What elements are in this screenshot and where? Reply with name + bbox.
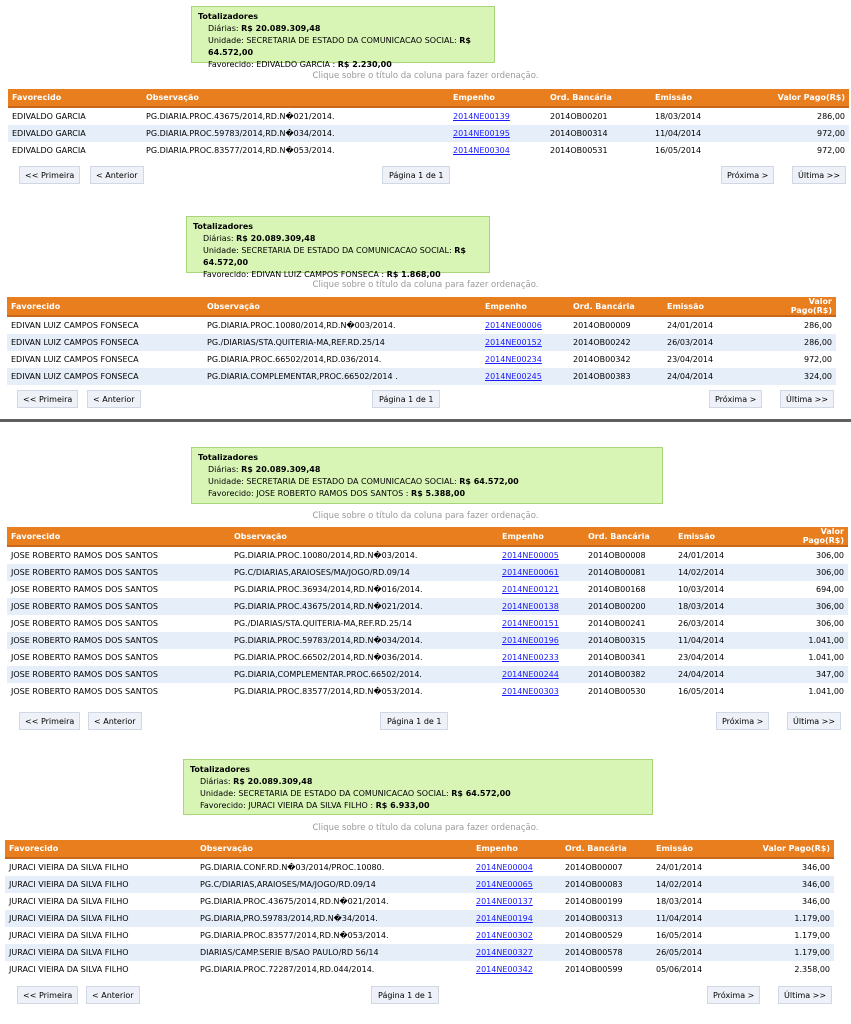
column-header-observacao[interactable]: Observação xyxy=(196,840,472,858)
cell-emissao: 11/04/2014 xyxy=(652,910,755,927)
first-page-button[interactable]: << Primeira xyxy=(17,390,78,408)
cell-ord-bancaria: 2014OB00009 xyxy=(569,316,663,334)
empenho-link[interactable]: 2014NE00327 xyxy=(476,948,533,957)
cell-valor-pago: 1.179,00 xyxy=(755,910,834,927)
cell-observacao: DIARIAS/CAMP.SERIE B/SAO PAULO/RD 56/14 xyxy=(196,944,472,961)
column-header-ord-bancaria[interactable]: Ord. Bancária xyxy=(584,527,674,546)
diarias-value: R$ 20.089.309,48 xyxy=(241,465,321,474)
first-page-button[interactable]: << Primeira xyxy=(19,712,80,730)
cell-favorecido: JOSE ROBERTO RAMOS DOS SANTOS xyxy=(7,546,230,564)
table-header-row xyxy=(7,527,848,546)
cell-emissao: 16/05/2014 xyxy=(674,683,774,700)
cell-empenho xyxy=(472,858,561,876)
cell-empenho xyxy=(481,316,569,334)
cell-ord-bancaria: 2014OB00314 xyxy=(546,125,651,142)
cell-observacao: PG.C/DIARIAS,ARAIOSES/MA/JOGO/RD.09/14 xyxy=(196,876,472,893)
column-header-observacao[interactable]: Observação xyxy=(142,89,449,107)
diarias-label: Diárias: xyxy=(203,234,237,243)
table-row xyxy=(7,368,836,385)
table-row xyxy=(7,351,836,368)
table-row xyxy=(7,615,848,632)
unidade-value: R$ 64.572,00 xyxy=(203,246,466,267)
cell-emissao: 26/05/2014 xyxy=(652,944,755,961)
empenho-link[interactable]: 2014NE00121 xyxy=(502,585,559,594)
column-header-empenho[interactable]: Empenho xyxy=(472,840,561,858)
table-header-row xyxy=(8,89,849,107)
cell-observacao: PG./DIARIAS/STA.QUITERIA-MA,REF.RD.25/14 xyxy=(230,615,498,632)
cell-valor-pago: 347,00 xyxy=(774,666,848,683)
cell-observacao: PG.DIARIA.CONF.RD.N�03/2014/PROC.10080. xyxy=(196,858,472,876)
cell-ord-bancaria: 2014OB00200 xyxy=(584,598,674,615)
column-header-observacao[interactable]: Observação xyxy=(203,297,481,316)
cell-empenho xyxy=(449,125,546,142)
cell-ord-bancaria: 2014OB00201 xyxy=(546,107,651,125)
cell-empenho xyxy=(472,944,561,961)
empenho-link[interactable]: 2014NE00244 xyxy=(502,670,559,679)
empenho-link[interactable]: 2014NE00194 xyxy=(476,914,533,923)
cell-ord-bancaria: 2014OB00168 xyxy=(584,581,674,598)
cell-valor-pago: 306,00 xyxy=(774,598,848,615)
totalizadores-box xyxy=(191,447,663,504)
unidade-line xyxy=(193,245,483,269)
last-page-button[interactable]: Última >> xyxy=(792,166,846,184)
cell-empenho xyxy=(472,876,561,893)
unidade-line xyxy=(198,476,656,488)
empenho-link[interactable]: 2014NE00303 xyxy=(502,687,559,696)
cell-valor-pago: 306,00 xyxy=(774,615,848,632)
favorecido-label: Favorecido: JOSE ROBERTO RAMOS DOS SANTOS : xyxy=(208,489,412,498)
cell-emissao: 11/04/2014 xyxy=(674,632,774,649)
table-row xyxy=(7,564,848,581)
cell-observacao: PG.DIARIA.PROC.43675/2014,RD.N�021/2014. xyxy=(230,598,498,615)
cell-observacao: PG.DIARIA.PROC.66502/2014,RD.036/2014. xyxy=(203,351,481,368)
cell-ord-bancaria: 2014OB00241 xyxy=(584,615,674,632)
diarias-value: R$ 20.089.309,48 xyxy=(233,777,313,786)
cell-empenho xyxy=(498,564,584,581)
table-row xyxy=(8,107,849,125)
table-row xyxy=(5,944,834,961)
cell-observacao: PG.DIARIA.PROC.66502/2014,RD.N�036/2014. xyxy=(230,649,498,666)
cell-favorecido: JURACI VIEIRA DA SILVA FILHO xyxy=(5,876,196,893)
cell-valor-pago: 286,00 xyxy=(758,107,849,125)
empenho-link[interactable]: 2014NE00137 xyxy=(476,897,533,906)
cell-favorecido: JOSE ROBERTO RAMOS DOS SANTOS xyxy=(7,564,230,581)
empenho-link[interactable]: 2014NE00005 xyxy=(502,551,559,560)
empenho-link[interactable]: 2014NE00065 xyxy=(476,880,533,889)
empenho-link[interactable]: 2014NE00245 xyxy=(485,372,542,381)
column-header-valor-pago[interactable]: Valor Pago(R$) xyxy=(770,297,836,316)
unidade-line xyxy=(198,35,488,59)
page-indicator: Página 1 de 1 xyxy=(380,712,448,730)
totalizadores-title: Totalizadores xyxy=(190,765,251,774)
unidade-label: Unidade: SECRETARIA DE ESTADO DA COMUNICACAO SOCIAL: xyxy=(200,789,452,798)
cell-observacao: PG.DIARIA,COMPLEMENTAR.PROC.66502/2014. xyxy=(230,666,498,683)
cell-favorecido: JURACI VIEIRA DA SILVA FILHO xyxy=(5,893,196,910)
cell-valor-pago: 1.179,00 xyxy=(755,944,834,961)
empenho-link[interactable]: 2014NE00233 xyxy=(502,653,559,662)
cell-ord-bancaria: 2014OB00315 xyxy=(584,632,674,649)
unidade-label: Unidade: SECRETARIA DE ESTADO DA COMUNICACAO SOCIAL: xyxy=(208,477,460,486)
cell-favorecido: JOSE ROBERTO RAMOS DOS SANTOS xyxy=(7,632,230,649)
cell-observacao: PG.DIARIA,PRO.59783/2014,RD.N�34/2014. xyxy=(196,910,472,927)
cell-valor-pago: 346,00 xyxy=(755,876,834,893)
page-indicator: Página 1 de 1 xyxy=(371,986,439,1004)
cell-observacao: PG.DIARIA.COMPLEMENTAR,PROC.66502/2014 . xyxy=(203,368,481,385)
section-divider xyxy=(0,419,851,422)
table-row xyxy=(8,125,849,142)
cell-observacao: PG.DIARIA.PROC.59783/2014,RD.N�034/2014. xyxy=(142,125,449,142)
cell-emissao: 16/05/2014 xyxy=(651,142,758,159)
table-row xyxy=(5,893,834,910)
cell-observacao: PG.DIARIA.PROC.43675/2014,RD.N�021/2014. xyxy=(142,107,449,125)
cell-favorecido: JURACI VIEIRA DA SILVA FILHO xyxy=(5,944,196,961)
table-row xyxy=(7,546,848,564)
cell-emissao: 05/06/2014 xyxy=(652,961,755,978)
empenho-link[interactable]: 2014NE00138 xyxy=(502,602,559,611)
page-indicator: Página 1 de 1 xyxy=(372,390,440,408)
cell-empenho xyxy=(498,649,584,666)
favorecido-label: Favorecido: JURACI VIEIRA DA SILVA FILHO : xyxy=(200,801,376,810)
cell-empenho xyxy=(472,893,561,910)
empenho-link[interactable]: 2014NE00234 xyxy=(485,355,542,364)
cell-favorecido: JURACI VIEIRA DA SILVA FILHO xyxy=(5,961,196,978)
cell-empenho xyxy=(449,107,546,125)
diarias-value: R$ 20.089.309,48 xyxy=(241,24,321,33)
previous-page-button[interactable]: < Anterior xyxy=(87,390,141,408)
cell-ord-bancaria: 2014OB00342 xyxy=(569,351,663,368)
table-row xyxy=(5,961,834,978)
table-row xyxy=(8,142,849,159)
cell-emissao: 18/03/2014 xyxy=(674,598,774,615)
cell-observacao: PG./DIARIAS/STA.QUITERIA-MA,REF.RD.25/14 xyxy=(203,334,481,351)
unidade-line xyxy=(190,788,646,800)
cell-empenho xyxy=(498,683,584,700)
cell-valor-pago: 972,00 xyxy=(758,125,849,142)
unidade-value: R$ 64.572,00 xyxy=(451,789,511,798)
cell-emissao: 23/04/2014 xyxy=(663,351,770,368)
next-page-button[interactable]: Próxima > xyxy=(721,166,774,184)
cell-favorecido: JOSE ROBERTO RAMOS DOS SANTOS xyxy=(7,683,230,700)
column-header-emissao[interactable]: Emissão xyxy=(663,297,770,316)
cell-ord-bancaria: 2014OB00341 xyxy=(584,649,674,666)
cell-emissao: 18/03/2014 xyxy=(652,893,755,910)
cell-valor-pago: 346,00 xyxy=(755,858,834,876)
last-page-button[interactable]: Última >> xyxy=(780,390,834,408)
cell-empenho xyxy=(498,632,584,649)
cell-empenho xyxy=(472,910,561,927)
cell-favorecido: JOSE ROBERTO RAMOS DOS SANTOS xyxy=(7,666,230,683)
table-row xyxy=(7,683,848,700)
column-header-ord-bancaria[interactable]: Ord. Bancária xyxy=(546,89,651,107)
unidade-value: R$ 64.572,00 xyxy=(208,36,471,57)
cell-valor-pago: 1.041,00 xyxy=(774,683,848,700)
payments-table xyxy=(7,527,848,700)
cell-favorecido: JOSE ROBERTO RAMOS DOS SANTOS xyxy=(7,649,230,666)
table-row xyxy=(5,858,834,876)
sort-hint: Clique sobre o título da coluna para fazer ordenação. xyxy=(312,511,539,521)
cell-valor-pago: 2.358,00 xyxy=(755,961,834,978)
cell-favorecido: JOSE ROBERTO RAMOS DOS SANTOS xyxy=(7,598,230,615)
cell-ord-bancaria: 2014OB00531 xyxy=(546,142,651,159)
column-header-empenho[interactable]: Empenho xyxy=(498,527,584,546)
cell-favorecido: EDIVAN LUIZ CAMPOS FONSECA xyxy=(7,334,203,351)
sort-hint: Clique sobre o título da coluna para fazer ordenação. xyxy=(312,280,539,290)
cell-emissao: 24/01/2014 xyxy=(663,316,770,334)
cell-empenho xyxy=(481,334,569,351)
previous-page-button[interactable]: < Anterior xyxy=(90,166,144,184)
diarias-label: Diárias: xyxy=(208,24,242,33)
cell-favorecido: JURACI VIEIRA DA SILVA FILHO xyxy=(5,927,196,944)
column-header-empenho[interactable]: Empenho xyxy=(449,89,546,107)
cell-valor-pago: 324,00 xyxy=(770,368,836,385)
cell-valor-pago: 1.179,00 xyxy=(755,927,834,944)
cell-valor-pago: 1.041,00 xyxy=(774,649,848,666)
cell-emissao: 10/03/2014 xyxy=(674,581,774,598)
cell-ord-bancaria: 2014OB00081 xyxy=(584,564,674,581)
cell-ord-bancaria: 2014OB00313 xyxy=(561,910,652,927)
empenho-link[interactable]: 2014NE00061 xyxy=(502,568,559,577)
cell-emissao: 24/04/2014 xyxy=(663,368,770,385)
favorecido-value: R$ 2.230,00 xyxy=(337,60,392,69)
table-row xyxy=(7,632,848,649)
cell-emissao: 24/01/2014 xyxy=(674,546,774,564)
column-header-emissao[interactable]: Emissão xyxy=(652,840,755,858)
last-page-button[interactable]: Última >> xyxy=(787,712,841,730)
cell-emissao: 23/04/2014 xyxy=(674,649,774,666)
previous-page-button[interactable]: < Anterior xyxy=(88,712,142,730)
totalizadores-title: Totalizadores xyxy=(198,453,259,462)
empenho-link[interactable]: 2014NE00196 xyxy=(502,636,559,645)
cell-emissao: 24/01/2014 xyxy=(652,858,755,876)
diarias-line xyxy=(198,464,656,476)
column-header-favorecido[interactable]: Favorecido xyxy=(7,527,230,546)
diarias-label: Diárias: xyxy=(208,465,242,474)
empenho-link[interactable]: 2014NE00004 xyxy=(476,863,533,872)
cell-empenho xyxy=(498,546,584,564)
empenho-link[interactable]: 2014NE00006 xyxy=(485,321,542,330)
first-page-button[interactable]: << Primeira xyxy=(17,986,78,1004)
cell-emissao: 14/02/2014 xyxy=(652,876,755,893)
cell-empenho xyxy=(449,142,546,159)
cell-favorecido: JURACI VIEIRA DA SILVA FILHO xyxy=(5,910,196,927)
empenho-link[interactable]: 2014NE00152 xyxy=(485,338,542,347)
cell-emissao: 26/03/2014 xyxy=(674,615,774,632)
cell-emissao: 16/05/2014 xyxy=(652,927,755,944)
cell-emissao: 11/04/2014 xyxy=(651,125,758,142)
column-header-favorecido[interactable]: Favorecido xyxy=(5,840,196,858)
cell-favorecido: JURACI VIEIRA DA SILVA FILHO xyxy=(5,858,196,876)
cell-observacao: PG.DIARIA.PROC.72287/2014,RD.044/2014. xyxy=(196,961,472,978)
cell-observacao: PG.DIARIA.PROC.59783/2014,RD.N�034/2014. xyxy=(230,632,498,649)
payments-table xyxy=(8,89,849,159)
cell-observacao: PG.DIARIA.PROC.83577/2014,RD.N�053/2014. xyxy=(196,927,472,944)
cell-valor-pago: 346,00 xyxy=(755,893,834,910)
cell-valor-pago: 286,00 xyxy=(770,316,836,334)
cell-ord-bancaria: 2014OB00530 xyxy=(584,683,674,700)
totalizadores-title: Totalizadores xyxy=(198,12,259,21)
diarias-line xyxy=(198,23,488,35)
cell-empenho xyxy=(498,615,584,632)
cell-valor-pago: 972,00 xyxy=(758,142,849,159)
cell-observacao: PG.DIARIA.PROC.10080/2014,RD.N�003/2014. xyxy=(203,316,481,334)
table-row xyxy=(7,649,848,666)
cell-valor-pago: 286,00 xyxy=(770,334,836,351)
empenho-link[interactable]: 2014NE00342 xyxy=(476,965,533,974)
diarias-label: Diárias: xyxy=(200,777,234,786)
column-header-empenho[interactable]: Empenho xyxy=(481,297,569,316)
cell-ord-bancaria: 2014OB00529 xyxy=(561,927,652,944)
cell-valor-pago: 306,00 xyxy=(774,564,848,581)
favorecido-value: R$ 1.868,00 xyxy=(386,270,441,279)
column-header-ord-bancaria[interactable]: Ord. Bancária xyxy=(561,840,652,858)
page-indicator: Página 1 de 1 xyxy=(382,166,450,184)
favorecido-label: Favorecido: EDIVALDO GARCIA : xyxy=(208,60,338,69)
cell-ord-bancaria: 2014OB00383 xyxy=(569,368,663,385)
previous-page-button[interactable]: < Anterior xyxy=(86,986,140,1004)
column-header-observacao[interactable]: Observação xyxy=(230,527,498,546)
cell-emissao: 26/03/2014 xyxy=(663,334,770,351)
cell-observacao: PG.DIARIA.PROC.43675/2014,RD.N�021/2014. xyxy=(196,893,472,910)
empenho-link[interactable]: 2014NE00195 xyxy=(453,129,510,138)
cell-favorecido: EDIVALDO GARCIA xyxy=(8,107,142,125)
cell-emissao: 18/03/2014 xyxy=(651,107,758,125)
payments-table xyxy=(7,297,836,385)
cell-empenho xyxy=(498,581,584,598)
table-row xyxy=(5,910,834,927)
sort-hint: Clique sobre o título da coluna para fazer ordenação. xyxy=(312,823,539,833)
next-page-button[interactable]: Próxima > xyxy=(716,712,769,730)
cell-empenho xyxy=(481,368,569,385)
unidade-label: Unidade: SECRETARIA DE ESTADO DA COMUNICACAO SOCIAL: xyxy=(203,246,455,255)
column-header-favorecido[interactable]: Favorecido xyxy=(7,297,203,316)
table-row xyxy=(7,316,836,334)
column-header-valor-pago[interactable]: Valor Pago(R$) xyxy=(774,527,848,546)
table-row xyxy=(7,581,848,598)
cell-favorecido: EDIVAN LUIZ CAMPOS FONSECA xyxy=(7,368,203,385)
empenho-link[interactable]: 2014NE00151 xyxy=(502,619,559,628)
favorecido-label: Favorecido: EDIVAN LUIZ CAMPOS FONSECA : xyxy=(203,270,387,279)
table-row xyxy=(7,666,848,683)
favorecido-line xyxy=(198,488,656,500)
table-row xyxy=(7,598,848,615)
diarias-line xyxy=(193,233,483,245)
cell-favorecido: EDIVALDO GARCIA xyxy=(8,125,142,142)
cell-valor-pago: 972,00 xyxy=(770,351,836,368)
column-header-emissao[interactable]: Emissão xyxy=(674,527,774,546)
payments-table xyxy=(5,840,834,978)
cell-observacao: PG.DIARIA.PROC.10080/2014,RD.N�03/2014. xyxy=(230,546,498,564)
cell-valor-pago: 694,00 xyxy=(774,581,848,598)
favorecido-value: R$ 6.933,00 xyxy=(375,801,430,810)
totalizadores-title: Totalizadores xyxy=(193,222,254,231)
cell-observacao: PG.C/DIARIAS,ARAIOSES/MA/JOGO/RD.09/14 xyxy=(230,564,498,581)
sort-hint: Clique sobre o título da coluna para fazer ordenação. xyxy=(312,71,539,81)
column-header-emissao[interactable]: Emissão xyxy=(651,89,758,107)
totalizadores-box xyxy=(191,6,495,69)
column-header-valor-pago[interactable]: Valor Pago(R$) xyxy=(755,840,834,858)
table-row xyxy=(7,334,836,351)
cell-ord-bancaria: 2014OB00008 xyxy=(584,546,674,564)
unidade-value: R$ 64.572,00 xyxy=(459,477,519,486)
diarias-line xyxy=(190,776,646,788)
last-page-button[interactable]: Última >> xyxy=(778,986,832,1004)
cell-ord-bancaria: 2014OB00599 xyxy=(561,961,652,978)
cell-empenho xyxy=(498,598,584,615)
empenho-link[interactable]: 2014NE00302 xyxy=(476,931,533,940)
favorecido-line xyxy=(198,59,488,71)
cell-empenho xyxy=(498,666,584,683)
table-row xyxy=(5,927,834,944)
cell-emissao: 14/02/2014 xyxy=(674,564,774,581)
favorecido-line xyxy=(190,800,646,812)
first-page-button[interactable]: << Primeira xyxy=(19,166,80,184)
cell-observacao: PG.DIARIA.PROC.83577/2014,RD.N�053/2014. xyxy=(142,142,449,159)
cell-valor-pago: 306,00 xyxy=(774,546,848,564)
cell-ord-bancaria: 2014OB00242 xyxy=(569,334,663,351)
table-header-row xyxy=(5,840,834,858)
empenho-link[interactable]: 2014NE00304 xyxy=(453,146,510,155)
cell-empenho xyxy=(472,961,561,978)
column-header-ord-bancaria[interactable]: Ord. Bancária xyxy=(569,297,663,316)
cell-empenho xyxy=(481,351,569,368)
cell-empenho xyxy=(472,927,561,944)
cell-ord-bancaria: 2014OB00578 xyxy=(561,944,652,961)
table-header-row xyxy=(7,297,836,316)
table-row xyxy=(5,876,834,893)
cell-observacao: PG.DIARIA.PROC.36934/2014,RD.N�016/2014. xyxy=(230,581,498,598)
cell-favorecido: JOSE ROBERTO RAMOS DOS SANTOS xyxy=(7,615,230,632)
cell-favorecido: EDIVAN LUIZ CAMPOS FONSECA xyxy=(7,316,203,334)
cell-observacao: PG.DIARIA.PROC.83577/2014,RD.N�053/2014. xyxy=(230,683,498,700)
favorecido-value: R$ 5.388,00 xyxy=(411,489,466,498)
column-header-valor-pago[interactable]: Valor Pago(R$) xyxy=(758,89,849,107)
cell-ord-bancaria: 2014OB00382 xyxy=(584,666,674,683)
empenho-link[interactable]: 2014NE00139 xyxy=(453,112,510,121)
cell-favorecido: EDIVAN LUIZ CAMPOS FONSECA xyxy=(7,351,203,368)
cell-ord-bancaria: 2014OB00199 xyxy=(561,893,652,910)
next-page-button[interactable]: Próxima > xyxy=(709,390,762,408)
unidade-label: Unidade: SECRETARIA DE ESTADO DA COMUNICACAO SOCIAL: xyxy=(208,36,460,45)
totalizadores-box xyxy=(183,759,653,815)
diarias-value: R$ 20.089.309,48 xyxy=(236,234,316,243)
cell-favorecido: JOSE ROBERTO RAMOS DOS SANTOS xyxy=(7,581,230,598)
cell-valor-pago: 1.041,00 xyxy=(774,632,848,649)
cell-ord-bancaria: 2014OB00007 xyxy=(561,858,652,876)
cell-favorecido: EDIVALDO GARCIA xyxy=(8,142,142,159)
column-header-favorecido[interactable]: Favorecido xyxy=(8,89,142,107)
cell-emissao: 24/04/2014 xyxy=(674,666,774,683)
next-page-button[interactable]: Próxima > xyxy=(707,986,760,1004)
cell-ord-bancaria: 2014OB00083 xyxy=(561,876,652,893)
totalizadores-box xyxy=(186,216,490,279)
